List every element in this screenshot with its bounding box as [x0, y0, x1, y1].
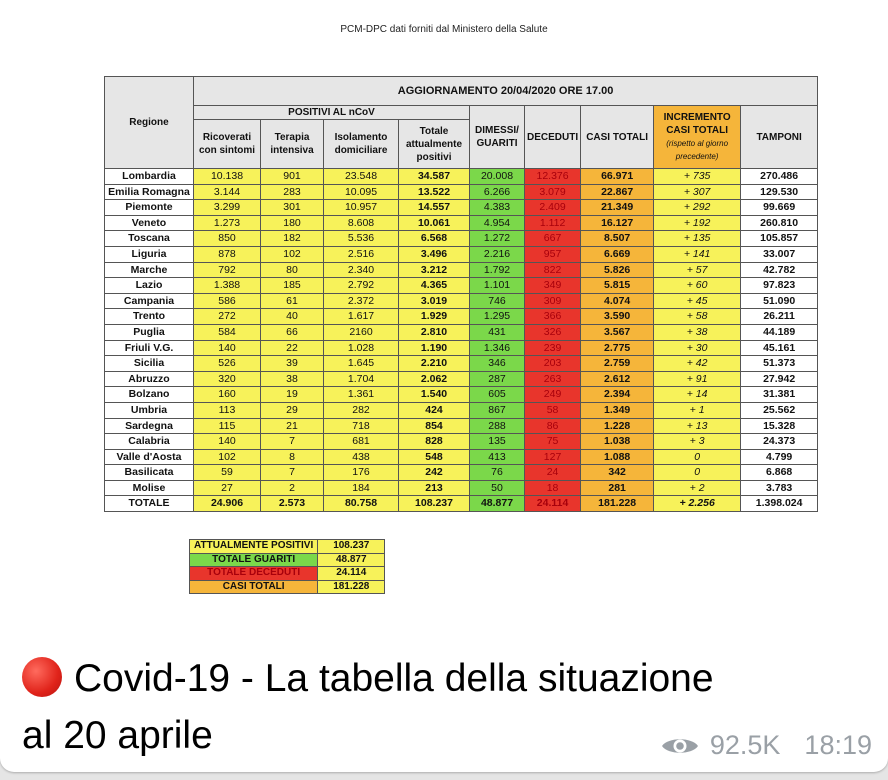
- table-cell: 2.775: [581, 340, 654, 356]
- table-cell: 176: [324, 465, 399, 481]
- table-row: [105, 200, 818, 216]
- table-cell: 901: [261, 169, 324, 185]
- table-cell: 1.272: [470, 231, 525, 247]
- table-cell: 263: [525, 371, 581, 387]
- table-cell: + 2: [654, 480, 741, 496]
- region-name: Calabria: [105, 434, 194, 450]
- region-name: Molise: [105, 480, 194, 496]
- summary-label: ATTUALMENTE POSITIVI: [190, 540, 318, 554]
- table-cell: 59: [194, 465, 261, 481]
- table-cell: 4.954: [470, 215, 525, 231]
- region-name: Sicilia: [105, 356, 194, 372]
- table-cell: 8: [261, 449, 324, 465]
- header-incremento: [654, 106, 741, 169]
- table-cell: 184: [324, 480, 399, 496]
- summary-label: CASI TOTALI: [190, 580, 318, 594]
- table-cell: 424: [399, 402, 470, 418]
- table-cell: 127: [525, 449, 581, 465]
- table-cell: + 45: [654, 293, 741, 309]
- table-cell: 2.612: [581, 371, 654, 387]
- table-cell: 6.568: [399, 231, 470, 247]
- table-cell: 102: [194, 449, 261, 465]
- table-cell: 746: [470, 293, 525, 309]
- table-cell: 45.161: [741, 340, 818, 356]
- table-cell: 5.536: [324, 231, 399, 247]
- header-terapia: Terapia intensiva: [261, 120, 324, 169]
- table-cell: 20.008: [470, 169, 525, 185]
- table-cell: 180: [261, 215, 324, 231]
- region-name: Emilia Romagna: [105, 184, 194, 200]
- region-name: Friuli V.G.: [105, 340, 194, 356]
- table-cell: + 38: [654, 324, 741, 340]
- table-cell: 249: [525, 387, 581, 403]
- table-cell: 6.669: [581, 246, 654, 262]
- table-row: [105, 215, 818, 231]
- table-cell: 44.189: [741, 324, 818, 340]
- table-cell: 342: [581, 465, 654, 481]
- region-name: Campania: [105, 293, 194, 309]
- table-cell: 21: [261, 418, 324, 434]
- table-row: [105, 309, 818, 325]
- table-cell: 1.645: [324, 356, 399, 372]
- header-dimessi: DIMESSI/ GUARITI: [470, 106, 525, 169]
- table-cell: 681: [324, 434, 399, 450]
- table-cell: 12.376: [525, 169, 581, 185]
- table-cell: 1.190: [399, 340, 470, 356]
- table-cell: 438: [324, 449, 399, 465]
- table-cell: 3.590: [581, 309, 654, 325]
- header-incremento-label: INCREMENTO CASI TOTALI: [663, 112, 731, 136]
- table-cell: 213: [399, 480, 470, 496]
- table-cell: 282: [324, 402, 399, 418]
- table-cell: 66.971: [581, 169, 654, 185]
- header-isolamento: Isolamento domiciliare: [324, 120, 399, 169]
- table-cell: 1.038: [581, 434, 654, 450]
- table-cell: 3.144: [194, 184, 261, 200]
- total-cell: 80.758: [324, 496, 399, 512]
- table-cell: 1.617: [324, 309, 399, 325]
- table-cell: 7: [261, 434, 324, 450]
- table-cell: 828: [399, 434, 470, 450]
- table-cell: 75: [525, 434, 581, 450]
- table-row: [105, 371, 818, 387]
- table-cell: + 14: [654, 387, 741, 403]
- table-cell: 287: [470, 371, 525, 387]
- table-cell: 2.062: [399, 371, 470, 387]
- table-cell: 3.299: [194, 200, 261, 216]
- table-cell: 8.608: [324, 215, 399, 231]
- table-cell: 25.562: [741, 402, 818, 418]
- table-cell: 51.373: [741, 356, 818, 372]
- table-cell: 850: [194, 231, 261, 247]
- table-cell: + 141: [654, 246, 741, 262]
- table-cell: 6.266: [470, 184, 525, 200]
- table-cell: 97.823: [741, 278, 818, 294]
- table-cell: 115: [194, 418, 261, 434]
- table-cell: + 42: [654, 356, 741, 372]
- table-cell: 1.792: [470, 262, 525, 278]
- table-cell: 526: [194, 356, 261, 372]
- region-name: Basilicata: [105, 465, 194, 481]
- table-cell: 320: [194, 371, 261, 387]
- table-cell: 2.409: [525, 200, 581, 216]
- total-cell: 181.228: [581, 496, 654, 512]
- table-cell: 135: [470, 434, 525, 450]
- region-name: Trento: [105, 309, 194, 325]
- table-row: [105, 293, 818, 309]
- table-cell: + 60: [654, 278, 741, 294]
- summary-value: 108.237: [318, 540, 385, 554]
- table-cell: 5.826: [581, 262, 654, 278]
- region-name: Lazio: [105, 278, 194, 294]
- covid-table: [104, 76, 818, 512]
- table-cell: 105.857: [741, 231, 818, 247]
- table-cell: 6.868: [741, 465, 818, 481]
- table-cell: 2: [261, 480, 324, 496]
- header-tamponi: TAMPONI: [741, 106, 818, 169]
- table-row: [105, 449, 818, 465]
- table-cell: 2.516: [324, 246, 399, 262]
- header-deceduti: DECEDUTI: [525, 106, 581, 169]
- table-row: [105, 402, 818, 418]
- table-row: [105, 246, 818, 262]
- table-cell: 140: [194, 340, 261, 356]
- table-cell: 50: [470, 480, 525, 496]
- table-cell: 27: [194, 480, 261, 496]
- table-row: [105, 387, 818, 403]
- table-cell: 4.074: [581, 293, 654, 309]
- table-row: [105, 465, 818, 481]
- total-cell: 24.906: [194, 496, 261, 512]
- table-row: [105, 262, 818, 278]
- table-cell: 792: [194, 262, 261, 278]
- table-cell: 5.815: [581, 278, 654, 294]
- table-cell: 80: [261, 262, 324, 278]
- table-cell: 1.228: [581, 418, 654, 434]
- table-cell: 1.929: [399, 309, 470, 325]
- table-row: [105, 434, 818, 450]
- table-row: [105, 231, 818, 247]
- table-cell: 24: [525, 465, 581, 481]
- table-cell: 185: [261, 278, 324, 294]
- table-cell: 270.486: [741, 169, 818, 185]
- table-cell: 15.328: [741, 418, 818, 434]
- table-cell: 346: [470, 356, 525, 372]
- table-cell: 34.587: [399, 169, 470, 185]
- table-cell: 2160: [324, 324, 399, 340]
- table-cell: 182: [261, 231, 324, 247]
- header-update-title: AGGIORNAMENTO 20/04/2020 ORE 17.00: [194, 77, 818, 106]
- table-cell: 2.372: [324, 293, 399, 309]
- table-cell: + 13: [654, 418, 741, 434]
- table-cell: 281: [581, 480, 654, 496]
- table-cell: + 192: [654, 215, 741, 231]
- region-name: Puglia: [105, 324, 194, 340]
- table-row: [105, 480, 818, 496]
- table-row: [105, 169, 818, 185]
- table-cell: 22: [261, 340, 324, 356]
- total-cell: 1.398.024: [741, 496, 818, 512]
- table-row: [105, 340, 818, 356]
- table-cell: 854: [399, 418, 470, 434]
- region-name: Toscana: [105, 231, 194, 247]
- table-cell: 1.101: [470, 278, 525, 294]
- table-cell: 18: [525, 480, 581, 496]
- summary-value: 181.228: [318, 580, 385, 594]
- table-cell: 1.295: [470, 309, 525, 325]
- table-cell: + 135: [654, 231, 741, 247]
- total-cell: 108.237: [399, 496, 470, 512]
- table-cell: 3.496: [399, 246, 470, 262]
- region-name: Marche: [105, 262, 194, 278]
- table-cell: 38: [261, 371, 324, 387]
- total-cell: 2.573: [261, 496, 324, 512]
- table-cell: 3.783: [741, 480, 818, 496]
- table-cell: 42.782: [741, 262, 818, 278]
- header-positivi-group: POSITIVI AL nCoV: [194, 106, 470, 120]
- table-cell: 548: [399, 449, 470, 465]
- region-name: Sardegna: [105, 418, 194, 434]
- table-cell: 7: [261, 465, 324, 481]
- table-cell: 283: [261, 184, 324, 200]
- table-cell: 272: [194, 309, 261, 325]
- message-text-line1: Covid-19 - La tabella della situazione: [74, 657, 714, 700]
- summary-value: 48.877: [318, 553, 385, 567]
- table-cell: 431: [470, 324, 525, 340]
- table-cell: 23.548: [324, 169, 399, 185]
- table-cell: 86: [525, 418, 581, 434]
- table-cell: 4.799: [741, 449, 818, 465]
- table-cell: 867: [470, 402, 525, 418]
- table-cell: 326: [525, 324, 581, 340]
- table-cell: 10.095: [324, 184, 399, 200]
- table-cell: 27.942: [741, 371, 818, 387]
- region-name: Liguria: [105, 246, 194, 262]
- table-cell: 667: [525, 231, 581, 247]
- table-cell: 584: [194, 324, 261, 340]
- table-cell: 822: [525, 262, 581, 278]
- table-row: [105, 356, 818, 372]
- table-cell: 413: [470, 449, 525, 465]
- summary-label: TOTALE DECEDUTI: [190, 567, 318, 581]
- table-cell: 31.381: [741, 387, 818, 403]
- table-cell: 2.216: [470, 246, 525, 262]
- message-text-line2: al 20 aprile: [22, 714, 213, 757]
- table-cell: 2.340: [324, 262, 399, 278]
- table-cell: + 57: [654, 262, 741, 278]
- table-cell: 10.061: [399, 215, 470, 231]
- red-circle-icon: [22, 657, 62, 697]
- table-cell: 29: [261, 402, 324, 418]
- message-meta: [660, 730, 872, 761]
- table-cell: 19: [261, 387, 324, 403]
- eye-icon: [660, 734, 700, 758]
- table-cell: 2.759: [581, 356, 654, 372]
- table-cell: 301: [261, 200, 324, 216]
- table-cell: 605: [470, 387, 525, 403]
- table-cell: 957: [525, 246, 581, 262]
- header-casi-totali: CASI TOTALI: [581, 106, 654, 169]
- table-cell: 2.792: [324, 278, 399, 294]
- table-cell: 586: [194, 293, 261, 309]
- table-cell: 0: [654, 465, 741, 481]
- header-incremento-note: (rispetto al giorno precedente): [666, 139, 729, 161]
- table-cell: 1.088: [581, 449, 654, 465]
- table-cell: 288: [470, 418, 525, 434]
- table-cell: + 735: [654, 169, 741, 185]
- table-cell: 13.522: [399, 184, 470, 200]
- table-cell: 1.346: [470, 340, 525, 356]
- table-cell: 309: [525, 293, 581, 309]
- table-cell: 8.507: [581, 231, 654, 247]
- table-body: [105, 169, 818, 512]
- table-row: [105, 418, 818, 434]
- table-cell: 1.273: [194, 215, 261, 231]
- region-name: Piemonte: [105, 200, 194, 216]
- table-cell: 26.211: [741, 309, 818, 325]
- table-cell: 2.394: [581, 387, 654, 403]
- table-cell: 40: [261, 309, 324, 325]
- views-count: 92.5K: [709, 730, 781, 760]
- summary-value: 24.114: [318, 567, 385, 581]
- table-cell: + 1: [654, 402, 741, 418]
- table-cell: + 3: [654, 434, 741, 450]
- table-cell: 160: [194, 387, 261, 403]
- summary-label: TOTALE GUARITI: [190, 553, 318, 567]
- table-cell: + 58: [654, 309, 741, 325]
- table-cell: 129.530: [741, 184, 818, 200]
- table-cell: 260.810: [741, 215, 818, 231]
- region-name: Veneto: [105, 215, 194, 231]
- table-cell: 3.079: [525, 184, 581, 200]
- summary-table: [189, 539, 385, 594]
- total-label: TOTALE: [105, 496, 194, 512]
- table-row: [105, 324, 818, 340]
- total-cell: 24.114: [525, 496, 581, 512]
- table-cell: 21.349: [581, 200, 654, 216]
- table-cell: 58: [525, 402, 581, 418]
- header-totale-positivi: Totale attualmente positivi: [399, 120, 470, 169]
- table-cell: 24.373: [741, 434, 818, 450]
- table-cell: 242: [399, 465, 470, 481]
- table-cell: 51.090: [741, 293, 818, 309]
- table-cell: 1.349: [581, 402, 654, 418]
- table-cell: 718: [324, 418, 399, 434]
- table-cell: 1.028: [324, 340, 399, 356]
- table-cell: 14.557: [399, 200, 470, 216]
- table-cell: + 292: [654, 200, 741, 216]
- table-cell: 2.210: [399, 356, 470, 372]
- table-cell: 239: [525, 340, 581, 356]
- table-row: [105, 278, 818, 294]
- table-cell: 1.112: [525, 215, 581, 231]
- table-cell: 366: [525, 309, 581, 325]
- region-name: Umbria: [105, 402, 194, 418]
- table-cell: 76: [470, 465, 525, 481]
- table-cell: 349: [525, 278, 581, 294]
- table-cell: 22.867: [581, 184, 654, 200]
- table-cell: 2.810: [399, 324, 470, 340]
- table-cell: 33.007: [741, 246, 818, 262]
- table-cell: 10.138: [194, 169, 261, 185]
- region-name: Bolzano: [105, 387, 194, 403]
- total-cell: + 2.256: [654, 496, 741, 512]
- region-name: Valle d'Aosta: [105, 449, 194, 465]
- table-cell: 1.540: [399, 387, 470, 403]
- table-cell: 66: [261, 324, 324, 340]
- table-cell: 1.388: [194, 278, 261, 294]
- table-cell: + 30: [654, 340, 741, 356]
- header-regione: Regione: [105, 77, 194, 169]
- table-cell: 99.669: [741, 200, 818, 216]
- table-cell: 3.567: [581, 324, 654, 340]
- total-cell: 48.877: [470, 496, 525, 512]
- table-cell: 61: [261, 293, 324, 309]
- table-cell: 113: [194, 402, 261, 418]
- table-cell: 1.361: [324, 387, 399, 403]
- header-ricoverati: Ricoverati con sintomi: [194, 120, 261, 169]
- table-cell: + 91: [654, 371, 741, 387]
- region-name: Abruzzo: [105, 371, 194, 387]
- table-cell: 16.127: [581, 215, 654, 231]
- table-row: [105, 184, 818, 200]
- region-name: Lombardia: [105, 169, 194, 185]
- table-cell: 4.383: [470, 200, 525, 216]
- table-cell: 4.365: [399, 278, 470, 294]
- table-cell: 10.957: [324, 200, 399, 216]
- table-cell: 878: [194, 246, 261, 262]
- table-cell: 39: [261, 356, 324, 372]
- message-time: 18:19: [804, 730, 872, 760]
- table-cell: 140: [194, 434, 261, 450]
- table-cell: 203: [525, 356, 581, 372]
- table-cell: 1.704: [324, 371, 399, 387]
- table-cell: 102: [261, 246, 324, 262]
- document-header: PCM-DPC dati forniti dal Ministero della Salute: [340, 24, 548, 35]
- table-cell: 3.212: [399, 262, 470, 278]
- table-cell: 3.019: [399, 293, 470, 309]
- total-row: [105, 496, 818, 512]
- table-cell: 0: [654, 449, 741, 465]
- table-cell: + 307: [654, 184, 741, 200]
